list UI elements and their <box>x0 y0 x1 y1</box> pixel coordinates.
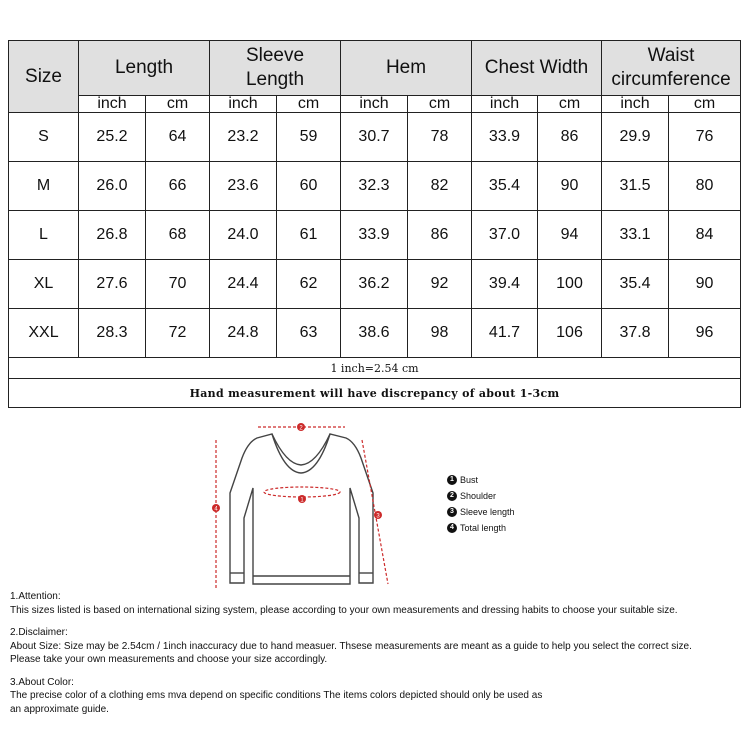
attention-text: This sizes listed is based on international sizing system, please according to your own measurements and dressing habits to choose your suitable size. <box>10 604 678 616</box>
length-inch-cell: 25.2 <box>79 113 146 162</box>
svg-text:1: 1 <box>300 497 304 504</box>
hem-inch-cell: 38.6 <box>341 309 408 358</box>
header-hem: Hem <box>341 41 472 96</box>
unit-cell: inch <box>341 96 408 113</box>
legend-item-shoulder <box>447 488 515 504</box>
length-cm-cell: 68 <box>146 211 210 260</box>
waist-inch-cell: 31.5 <box>602 162 669 211</box>
disclaimer-title: 2.Disclaimer: <box>10 627 68 638</box>
table-row <box>9 113 741 162</box>
sleeve-length-marker <box>374 511 382 520</box>
chest-cm-cell: 106 <box>538 309 602 358</box>
disclaimer-text: Please take your own measurements and choose your size accordingly. <box>10 654 328 665</box>
unit-cell: inch <box>210 96 277 113</box>
svg-text:2: 2 <box>299 425 303 432</box>
sweater-outline <box>230 434 373 584</box>
chest-cm-cell: 90 <box>538 162 602 211</box>
legend-item-bust <box>447 472 515 488</box>
measure-lines <box>216 427 388 588</box>
notes-section <box>10 590 745 716</box>
table-row <box>9 309 741 358</box>
sleeve-inch-cell: 24.8 <box>210 309 277 358</box>
sleeve-inch-cell: 23.6 <box>210 162 277 211</box>
size-cell: XL <box>9 260 79 309</box>
sleeve-cm-cell: 59 <box>277 113 341 162</box>
table-row <box>9 162 741 211</box>
unit-cell: cm <box>669 96 741 113</box>
legend-label: Bust <box>460 475 479 485</box>
hem-inch-cell: 33.9 <box>341 211 408 260</box>
unit-cell: cm <box>277 96 341 113</box>
length-cm-cell: 72 <box>146 309 210 358</box>
table-row <box>9 211 741 260</box>
chest-inch-cell: 41.7 <box>472 309 538 358</box>
waist-inch-cell: 29.9 <box>602 113 669 162</box>
waist-cm-cell: 84 <box>669 211 741 260</box>
length-inch-cell: 27.6 <box>79 260 146 309</box>
length-inch-cell: 26.8 <box>79 211 146 260</box>
chest-cm-cell: 100 <box>538 260 602 309</box>
size-chart-table <box>8 40 741 408</box>
total-length-marker <box>212 504 220 513</box>
hem-cm-cell: 82 <box>408 162 472 211</box>
unit-cell: cm <box>538 96 602 113</box>
header-length: Length <box>79 41 210 96</box>
hem-cm-cell: 98 <box>408 309 472 358</box>
conversion-note-row <box>9 358 741 379</box>
length-cm-cell: 64 <box>146 113 210 162</box>
sleeve-inch-cell: 24.4 <box>210 260 277 309</box>
color-text: an approximate guide. <box>10 703 109 715</box>
color-title: 3.About Color: <box>10 676 74 688</box>
shoulder-marker <box>297 423 305 432</box>
sleeve-inch-cell: 24.0 <box>210 211 277 260</box>
size-cell: S <box>9 113 79 162</box>
waist-inch-cell: 35.4 <box>602 260 669 309</box>
waist-cm-cell: 76 <box>669 113 741 162</box>
color-text: The precise color of a clothing ems mva depend on specific conditions The items colors depicted should only be used as <box>10 690 543 701</box>
unit-cell: inch <box>472 96 538 113</box>
sweater-diagram <box>200 418 400 598</box>
conversion-note: 1 inch=2.54 cm <box>9 358 741 379</box>
legend-number: 2 <box>447 491 457 501</box>
header-row <box>9 41 741 96</box>
legend-item-total-length <box>447 520 515 536</box>
attention-title: 1.Attention: <box>10 591 61 602</box>
header-waist-circumference: Waist circumference <box>602 41 741 96</box>
legend-number: 1 <box>447 475 457 485</box>
chest-cm-cell: 86 <box>538 113 602 162</box>
size-cell: L <box>9 211 79 260</box>
measurement-note: Hand measurement will have discrepancy of about 1-3cm <box>9 379 741 408</box>
measurement-legend <box>447 472 515 536</box>
sleeve-inch-cell: 23.2 <box>210 113 277 162</box>
bust-marker <box>298 495 306 504</box>
unit-cell: inch <box>79 96 146 113</box>
table-row <box>9 260 741 309</box>
sleeve-cm-cell: 62 <box>277 260 341 309</box>
chest-cm-cell: 94 <box>538 211 602 260</box>
size-cell: XXL <box>9 309 79 358</box>
length-inch-cell: 28.3 <box>79 309 146 358</box>
size-cell: M <box>9 162 79 211</box>
header-chest-width: Chest Width <box>472 41 602 96</box>
waist-inch-cell: 37.8 <box>602 309 669 358</box>
svg-text:3: 3 <box>376 513 380 520</box>
length-cm-cell: 66 <box>146 162 210 211</box>
sleeve-cm-cell: 61 <box>277 211 341 260</box>
legend-item-sleeve-length <box>447 504 515 520</box>
legend-label: Shoulder <box>460 491 497 501</box>
hem-inch-cell: 32.3 <box>341 162 408 211</box>
disclaimer-text: About Size: Size may be 2.54cm / 1inch inaccuracy due to hand measuer. Thsese measurements are meant as a guide to help you select the correct size. <box>10 640 692 652</box>
sleeve-cm-cell: 60 <box>277 162 341 211</box>
unit-cell: cm <box>146 96 210 113</box>
waist-cm-cell: 90 <box>669 260 741 309</box>
length-inch-cell: 26.0 <box>79 162 146 211</box>
legend-number: 4 <box>447 523 457 533</box>
chest-inch-cell: 39.4 <box>472 260 538 309</box>
svg-text:4: 4 <box>214 506 218 513</box>
legend-number: 3 <box>447 507 457 517</box>
hem-inch-cell: 36.2 <box>341 260 408 309</box>
unit-row <box>9 96 741 113</box>
waist-cm-cell: 80 <box>669 162 741 211</box>
chest-inch-cell: 33.9 <box>472 113 538 162</box>
unit-cell: inch <box>602 96 669 113</box>
hem-cm-cell: 86 <box>408 211 472 260</box>
unit-cell: cm <box>408 96 472 113</box>
length-cm-cell: 70 <box>146 260 210 309</box>
hem-cm-cell: 92 <box>408 260 472 309</box>
sleeve-cm-cell: 63 <box>277 309 341 358</box>
chest-inch-cell: 37.0 <box>472 211 538 260</box>
header-size: Size <box>9 41 79 113</box>
waist-cm-cell: 96 <box>669 309 741 358</box>
hem-inch-cell: 30.7 <box>341 113 408 162</box>
chest-inch-cell: 35.4 <box>472 162 538 211</box>
legend-label: Sleeve length <box>460 507 515 517</box>
hem-cm-cell: 78 <box>408 113 472 162</box>
header-sleeve-length: Sleeve Length <box>210 41 341 96</box>
measurement-note-row <box>9 379 741 408</box>
waist-inch-cell: 33.1 <box>602 211 669 260</box>
legend-label: Total length <box>460 523 507 533</box>
